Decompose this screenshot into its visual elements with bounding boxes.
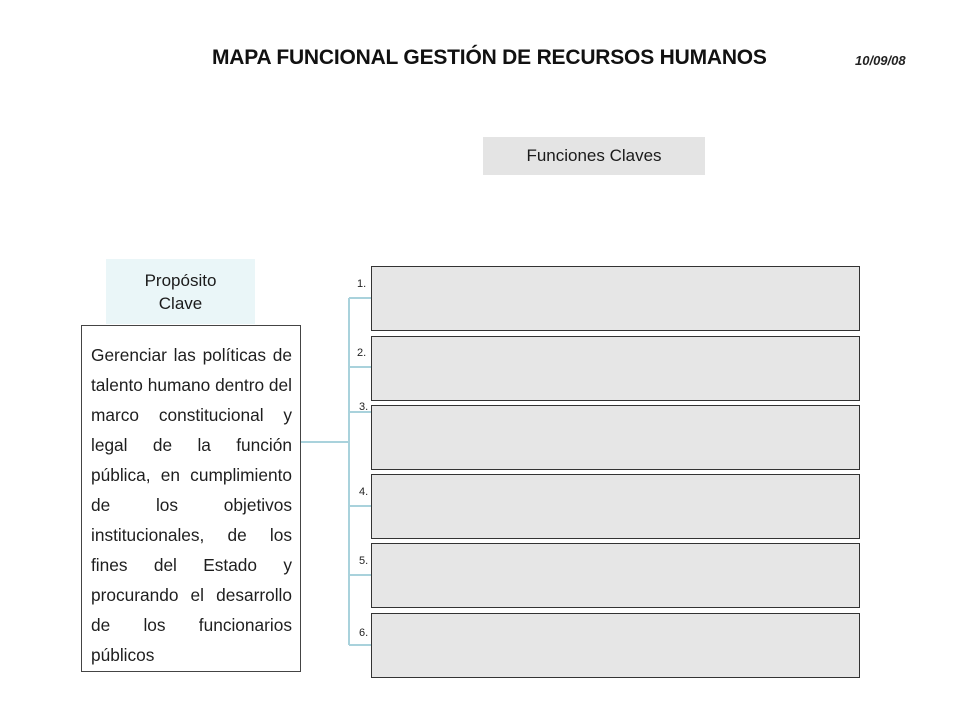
function-box-2 [371, 336, 860, 401]
function-box-4 [371, 474, 860, 539]
page-title: MAPA FUNCIONAL GESTIÓN DE RECURSOS HUMANOS [212, 46, 767, 69]
function-box-6 [371, 613, 860, 678]
funciones-claves-header: Funciones Claves [483, 137, 705, 175]
function-number-1: 1. [357, 278, 367, 290]
date-label: 10/09/08 [855, 53, 906, 68]
function-number-5: 5. [359, 555, 369, 567]
function-box-3 [371, 405, 860, 470]
function-number-3: 3. [359, 401, 369, 413]
proposito-clave-header-text: Propósito Clave [144, 270, 217, 313]
purpose-statement-box: Gerenciar las políticas de talento humano dentro del marco constitucional y legal de la función pública, en cumplimiento de los objetivos institucionales, de los fines del Estado y procurando el desarrollo de los funcionarios públicos [81, 325, 301, 672]
proposito-clave-header [106, 259, 255, 324]
function-number-6: 6. [359, 627, 369, 639]
function-number-2: 2. [357, 347, 367, 359]
function-box-1 [371, 266, 860, 331]
function-number-4: 4. [359, 486, 369, 498]
function-box-5 [371, 543, 860, 608]
